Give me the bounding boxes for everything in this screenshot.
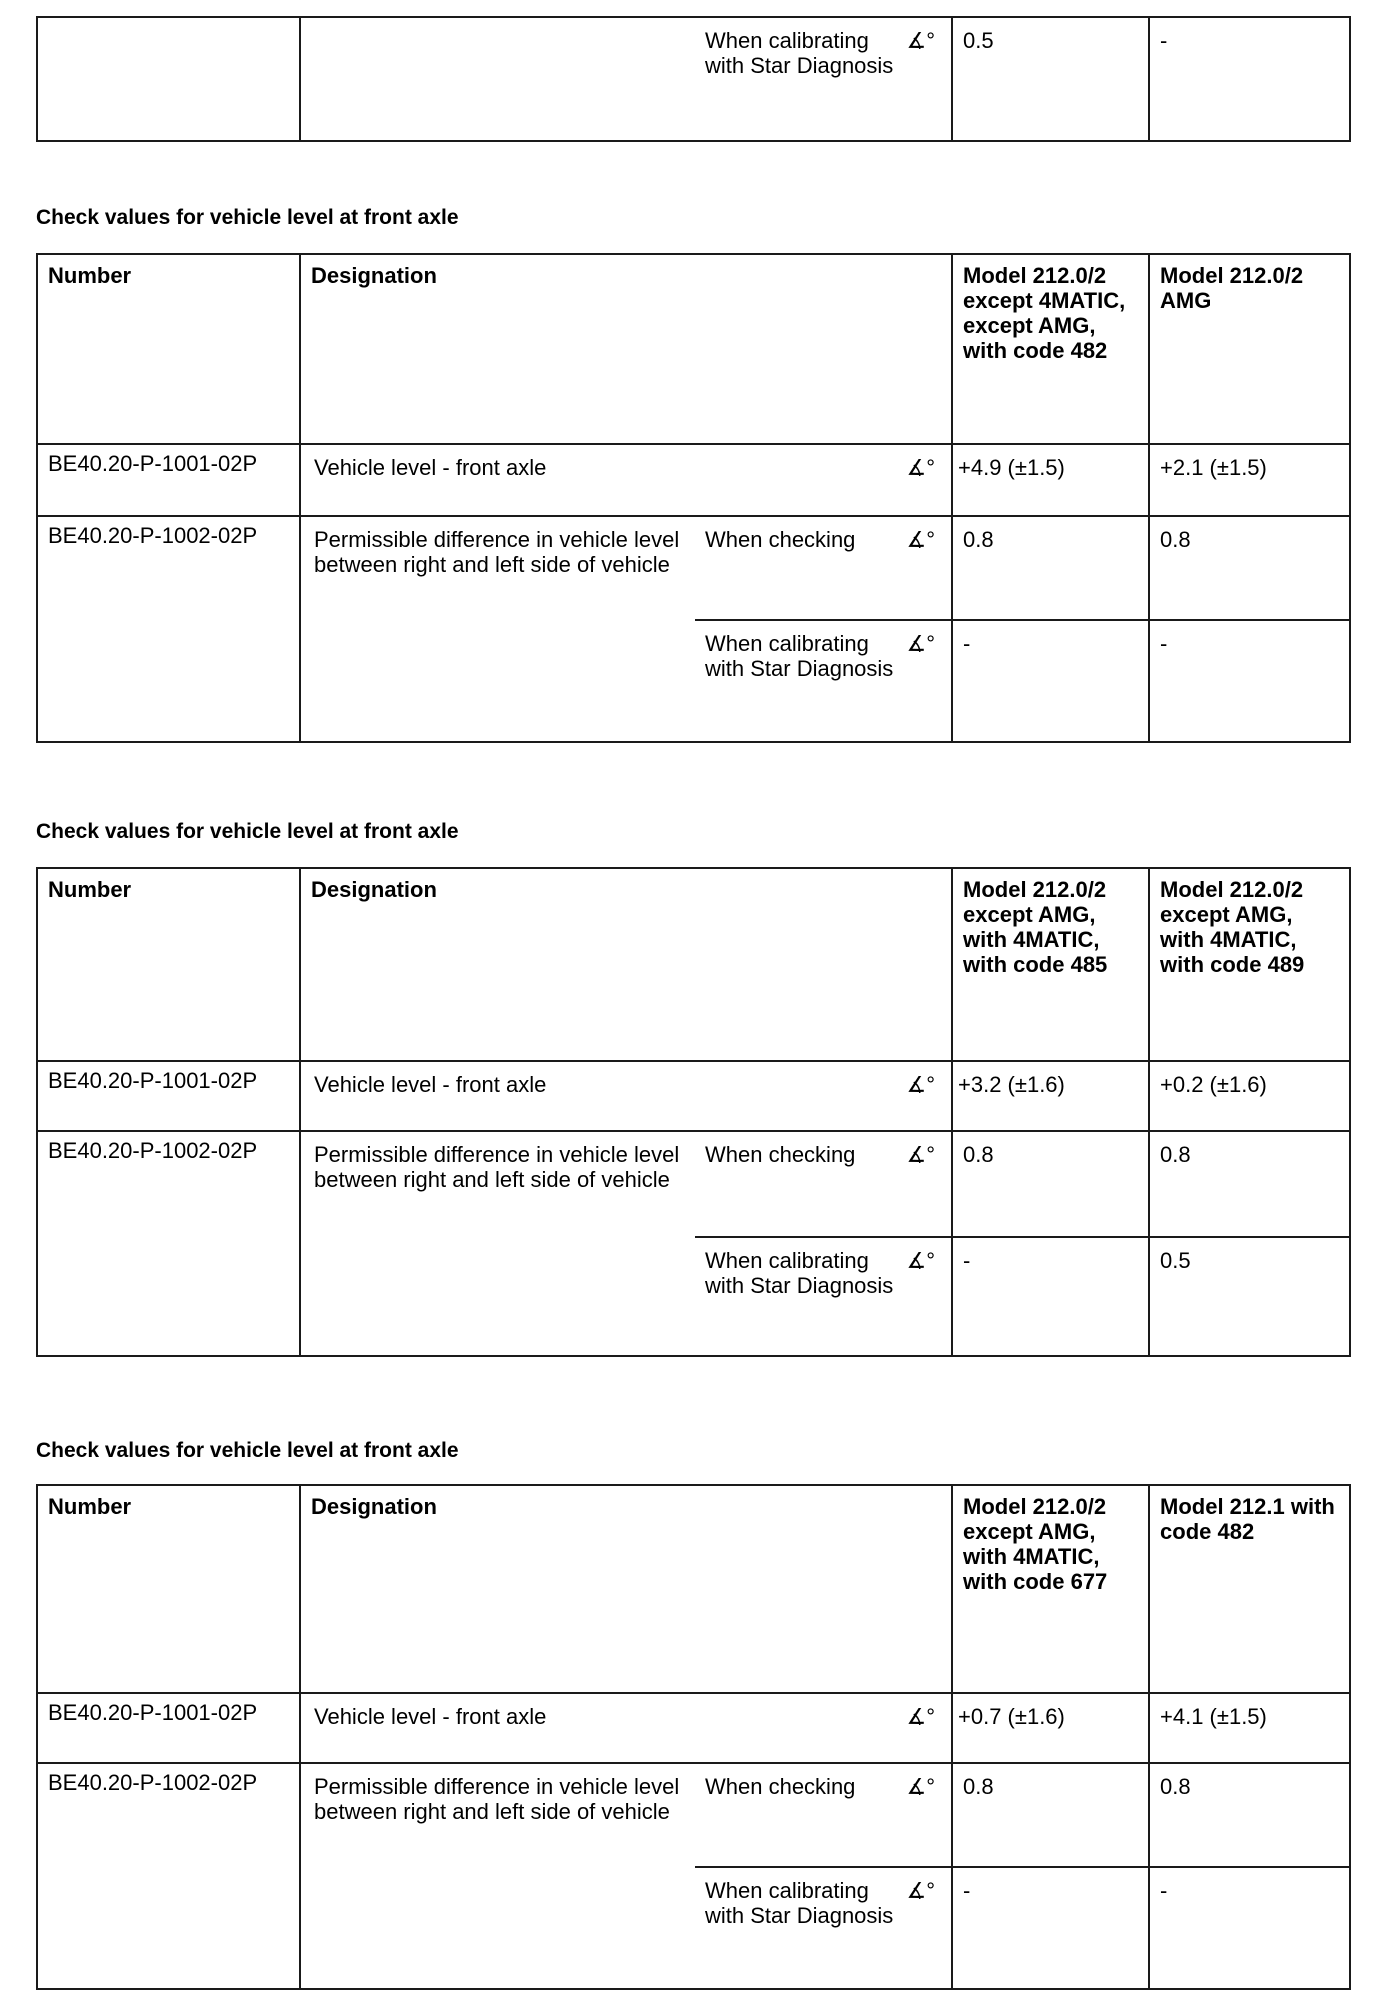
header-designation: Designation <box>300 868 952 1061</box>
section-title: Check values for vehicle level at front axle <box>36 820 459 843</box>
check-values-table <box>36 1484 1351 1990</box>
calibrate-value-model1: - <box>952 620 1149 742</box>
row-value-model1: +0.7 (±1.6) <box>952 1693 1149 1763</box>
header-number: Number <box>37 254 300 444</box>
calibrate-condition-label: When calibrating with Star Diagnosis <box>695 1237 895 1356</box>
table-row <box>37 1763 1350 1867</box>
header-model-1: Model 212.0/2 except AMG, with 4MATIC, with code 677 <box>952 1485 1149 1693</box>
header-model-2: Model 212.1 with code 482 <box>1149 1485 1350 1693</box>
check-value-model1: 0.8 <box>952 1131 1149 1237</box>
header-designation: Designation <box>300 1485 952 1693</box>
row-designation: Vehicle level - front axle <box>300 1693 895 1763</box>
row-number: BE40.20-P-1002-02P <box>37 516 300 742</box>
row-designation: Permissible difference in vehicle level between right and left side of vehicle <box>300 1763 695 1989</box>
check-value-model2: 0.8 <box>1149 1763 1350 1867</box>
calibrate-value-model2: - <box>1149 1867 1350 1989</box>
angle-degree-icon: ∡° <box>895 1763 952 1867</box>
check-value-model2: 0.8 <box>1149 1131 1350 1237</box>
row-value-model1: +3.2 (±1.6) <box>952 1061 1149 1131</box>
row-number: BE40.20-P-1001-02P <box>37 1061 300 1131</box>
angle-degree-icon: ∡° <box>895 1061 952 1131</box>
calibrate-condition-label: When calibrating with Star Diagnosis <box>695 1867 895 1989</box>
header-designation: Designation <box>300 254 952 444</box>
row-designation: Permissible difference in vehicle level between right and left side of vehicle <box>300 516 695 742</box>
header-model-1: Model 212.0/2 except AMG, with 4MATIC, with code 485 <box>952 868 1149 1061</box>
angle-degree-icon: ∡° <box>895 516 952 620</box>
row-designation: Permissible difference in vehicle level between right and left side of vehicle <box>300 1131 695 1356</box>
angle-degree-icon: ∡° <box>895 17 952 141</box>
angle-degree-icon: ∡° <box>895 1693 952 1763</box>
table-row <box>37 444 1350 516</box>
partial-table <box>36 16 1351 142</box>
table-row <box>37 1131 1350 1237</box>
calibrate-value-model1: - <box>952 1867 1149 1989</box>
header-model-2: Model 212.0/2 AMG <box>1149 254 1350 444</box>
check-value-model1: 0.8 <box>952 1763 1149 1867</box>
angle-degree-icon: ∡° <box>895 1237 952 1356</box>
row-number: BE40.20-P-1001-02P <box>37 1693 300 1763</box>
calibrate-value-model1: - <box>952 1237 1149 1356</box>
calibrate-value-model2: 0.5 <box>1149 1237 1350 1356</box>
angle-degree-icon: ∡° <box>895 620 952 742</box>
table-row <box>37 1693 1350 1763</box>
check-values-table <box>36 867 1351 1357</box>
check-condition-label: When checking <box>695 1131 895 1237</box>
row-designation: Vehicle level - front axle <box>300 1061 895 1131</box>
calibrate-condition-label: When calibrating with Star Diagnosis <box>695 620 895 742</box>
header-number: Number <box>37 1485 300 1693</box>
check-value-model1: 0.8 <box>952 516 1149 620</box>
row-value-model2: +0.2 (±1.6) <box>1149 1061 1350 1131</box>
partial-value-model2: - <box>1149 17 1350 141</box>
angle-degree-icon: ∡° <box>895 1131 952 1237</box>
row-number: BE40.20-P-1002-02P <box>37 1131 300 1356</box>
header-model-1: Model 212.0/2 except 4MATIC, except AMG, with code 482 <box>952 254 1149 444</box>
check-condition-label: When checking <box>695 516 895 620</box>
header-model-2: Model 212.0/2 except AMG, with 4MATIC, with code 489 <box>1149 868 1350 1061</box>
partial-condition-label: When calibrating with Star Diagnosis <box>695 17 895 141</box>
header-row <box>37 1485 1350 1693</box>
header-row <box>37 868 1350 1061</box>
header-row <box>37 254 1350 444</box>
row-value-model1: +4.9 (±1.5) <box>952 444 1149 516</box>
row-designation: Vehicle level - front axle <box>300 444 895 516</box>
table-row <box>37 1061 1350 1131</box>
partial-value-model1: 0.5 <box>952 17 1149 141</box>
check-value-model2: 0.8 <box>1149 516 1350 620</box>
check-condition-label: When checking <box>695 1763 895 1867</box>
calibrate-value-model2: - <box>1149 620 1350 742</box>
section-title: Check values for vehicle level at front axle <box>36 206 459 229</box>
angle-degree-icon: ∡° <box>895 444 952 516</box>
row-number: BE40.20-P-1001-02P <box>37 444 300 516</box>
header-number: Number <box>37 868 300 1061</box>
row-value-model2: +2.1 (±1.5) <box>1149 444 1350 516</box>
row-number: BE40.20-P-1002-02P <box>37 1763 300 1989</box>
partial-number-cell <box>37 17 300 141</box>
partial-designation-cell <box>300 17 695 141</box>
table-row <box>37 516 1350 620</box>
section-title: Check values for vehicle level at front axle <box>36 1439 459 1462</box>
angle-degree-icon: ∡° <box>895 1867 952 1989</box>
row-value-model2: +4.1 (±1.5) <box>1149 1693 1350 1763</box>
check-values-table <box>36 253 1351 743</box>
